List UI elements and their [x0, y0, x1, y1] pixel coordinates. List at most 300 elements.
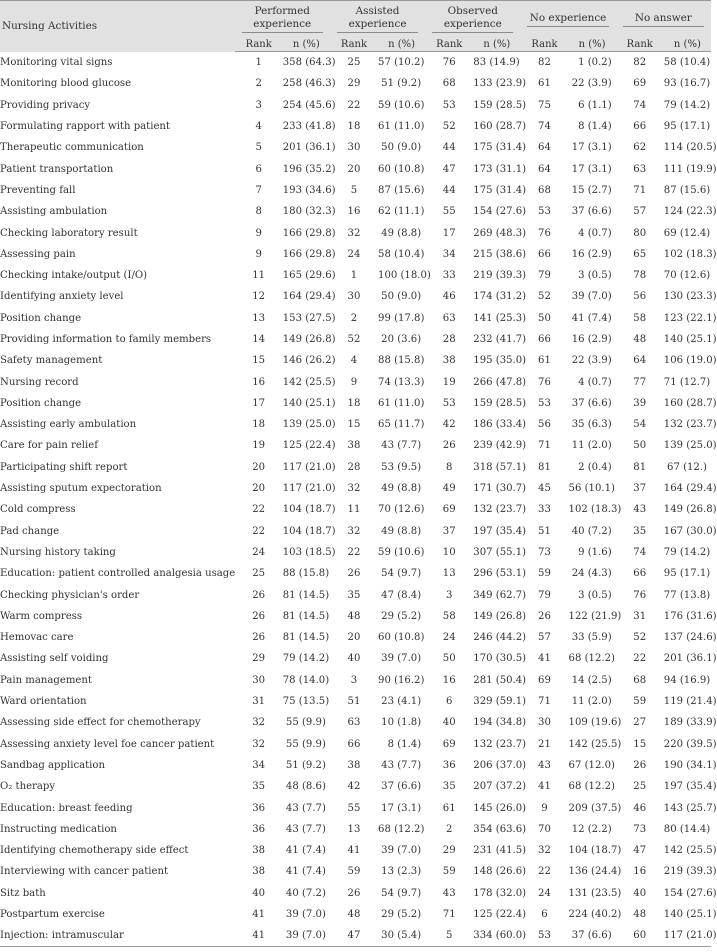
no-experience-rank: 53: [538, 397, 551, 409]
activity-name: Safety management: [0, 355, 103, 367]
table-row: [0, 627, 711, 648]
performed-rank: 38: [252, 866, 266, 878]
table-row: [0, 52, 711, 74]
observed-n: 186 (33.4): [473, 419, 527, 431]
assisted-rank: 18: [347, 397, 361, 409]
performed-rank: 3: [255, 99, 262, 111]
activity-name: Sitz bath: [0, 887, 46, 899]
assisted-n: 68 (12.2): [378, 823, 425, 835]
observed-rank: 33: [442, 270, 456, 282]
observed-rank: 42: [442, 419, 456, 431]
no-experience-rank: 64: [538, 142, 551, 154]
observed-rank: 53: [442, 99, 456, 111]
observed-n: 178 (32.0): [473, 887, 527, 899]
no-answer-rank: 40: [633, 887, 647, 899]
performed-rank: 16: [252, 376, 266, 388]
activity-name: Assisting ambulation: [0, 206, 108, 218]
assisted-n: 61 (11.0): [378, 397, 425, 409]
performed-rank: 1: [255, 57, 262, 69]
no-answer-n: 219 (39.3): [663, 866, 717, 878]
performed-n: 358 (64.3): [282, 57, 336, 69]
assisted-n: 90 (16.2): [378, 674, 425, 686]
no-experience-n: 24 (4.3): [571, 568, 612, 580]
performed-n: 140 (25.1): [282, 397, 336, 409]
observed-n: 246 (44.2): [473, 632, 527, 644]
performed-n: 88 (15.8): [282, 568, 330, 580]
no-experience-n: 16 (2.9): [571, 334, 612, 345]
no-experience-rank: 30: [538, 717, 551, 729]
no-experience-n: 209 (37.5): [568, 802, 622, 814]
table-row: [0, 350, 711, 371]
no-answer-n: 190 (34.1): [663, 759, 717, 771]
no-answer-n: 80 (14.4): [663, 823, 711, 835]
assisted-n: 60 (10.8): [378, 163, 425, 175]
assisted-n: 62 (11.1): [378, 206, 425, 218]
observed-n: 232 (41.7): [473, 334, 527, 345]
assisted-rank: 1: [350, 270, 358, 282]
observed-rank: 69: [442, 738, 456, 750]
no-experience-n: 224 (40.2): [568, 909, 622, 921]
no-answer-n: 58 (10.4): [663, 57, 711, 69]
no-experience-rank: 79: [538, 270, 551, 282]
no-answer-n: 111 (19.9): [663, 163, 717, 175]
no-experience-n: 22 (3.9): [571, 355, 612, 367]
no-experience-n: 2 (0.4): [578, 461, 612, 473]
activity-name: Ward orientation: [0, 696, 87, 708]
observed-n: 133 (23.9): [473, 78, 527, 90]
observed-n: 175 (31.4): [473, 142, 527, 154]
table-row: [0, 329, 711, 350]
table-row: [0, 414, 711, 435]
assisted-rank: 47: [330, 925, 378, 947]
no-experience-rank: 75: [538, 99, 551, 111]
no-experience-n: 4 (0.7): [578, 227, 612, 239]
no-experience-rank: 9: [541, 802, 548, 814]
observed-rank: 5: [425, 925, 473, 947]
performed-rank: 36: [252, 823, 266, 835]
observed-n: 148 (26.6): [473, 866, 527, 878]
performed-rank: 4: [255, 121, 262, 133]
observed-rank: 76: [442, 57, 456, 69]
no-answer-n: 140 (25.1): [663, 334, 717, 345]
no-answer-rank: 26: [633, 759, 647, 771]
no-answer-rank: 31: [633, 610, 647, 622]
no-experience-rank: 76: [538, 227, 551, 239]
no-experience-rank: 64: [538, 163, 551, 175]
assisted-rank: 51: [347, 696, 361, 708]
performed-n: 196 (35.2): [282, 163, 336, 175]
no-experience-n: 136 (24.4): [568, 866, 622, 878]
group-header-no-experience: [520, 1, 615, 38]
assisted-n: 65 (11.7): [378, 419, 425, 431]
assisted-n: 29 (5.2): [381, 909, 422, 921]
assisted-rank: 30: [347, 142, 361, 154]
table-row: [0, 137, 711, 158]
observed-n: 206 (37.0): [473, 759, 527, 771]
observed-rank: 68: [442, 78, 456, 90]
performed-n: 193 (34.6): [282, 184, 336, 196]
activity-name: Nursing history taking: [0, 546, 116, 558]
assisted-n: 59 (10.6): [378, 546, 425, 558]
table-row: [0, 606, 711, 627]
no-answer-n: 123 (22.1): [663, 312, 717, 324]
table-row: [0, 95, 711, 116]
activity-name: Instructing medication: [0, 823, 117, 835]
no-experience-rank: 26: [538, 610, 551, 622]
observed-n: 159 (28.5): [473, 99, 527, 111]
observed-rank: 34: [442, 248, 456, 260]
activity-name: Assessing pain: [0, 248, 76, 260]
performed-rank: 6: [255, 163, 262, 175]
assisted-rank: 20: [347, 163, 361, 175]
table-row: [0, 925, 711, 947]
table-row: [0, 201, 711, 222]
performed-rank: 17: [252, 397, 266, 409]
table-row: [0, 158, 711, 179]
observed-rank: 8: [446, 461, 453, 473]
observed-rank: 44: [442, 142, 456, 154]
activity-name: Warm compress: [0, 610, 83, 622]
no-experience-n: 142 (25.5): [568, 738, 622, 750]
activity-name: Monitoring vital signs: [0, 56, 113, 68]
no-answer-n: 160 (28.7): [663, 397, 717, 409]
no-experience-n: 41 (7.4): [571, 312, 612, 324]
assisted-rank: 26: [347, 887, 361, 899]
assisted-n: 20 (3.6): [381, 334, 422, 345]
table-row: [0, 670, 711, 691]
assisted-n: 61 (11.0): [378, 121, 425, 133]
observed-n: 195 (35.0): [473, 355, 527, 367]
no-answer-n: 119 (21.4): [663, 696, 717, 708]
table-row: [0, 222, 711, 243]
observed-rank: 35: [442, 781, 456, 793]
activity-name: Sandbag application: [0, 759, 105, 771]
observed-rank: 2: [446, 823, 453, 835]
performed-rank: 22: [252, 504, 266, 516]
performed-rank: 29: [252, 653, 266, 665]
performed-n: 41 (7.4): [285, 866, 326, 878]
no-experience-n: 37 (6.6): [571, 397, 612, 409]
no-answer-rank: 57: [633, 206, 647, 218]
observed-n: 207 (37.2): [473, 781, 527, 793]
performed-n: 254 (45.6): [282, 99, 336, 111]
table-row: [0, 542, 711, 563]
assisted-rank: 28: [347, 461, 361, 473]
observed-rank: 49: [442, 483, 456, 495]
n-pct-header: n (%): [569, 37, 616, 52]
no-experience-n: 102 (18.3): [568, 504, 622, 516]
table-row: [0, 648, 711, 669]
observed-n: 307 (55.1): [473, 546, 527, 558]
performed-n: 41 (7.4): [285, 845, 326, 857]
performed-rank: 24: [252, 546, 266, 558]
assisted-rank: 38: [347, 759, 361, 771]
activity-name: Interviewing with cancer patient: [0, 866, 169, 878]
no-answer-n: 139 (25.0): [663, 440, 717, 452]
no-answer-rank: 82: [633, 57, 647, 69]
no-answer-rank: 27: [633, 717, 647, 729]
assisted-n: 59 (10.6): [378, 99, 425, 111]
no-experience-rank: 45: [538, 483, 551, 495]
assisted-rank: 9: [350, 376, 358, 388]
group-header-no-answer: [616, 1, 711, 38]
no-answer-rank: 74: [633, 546, 647, 558]
observed-n: 154 (27.6): [473, 206, 527, 218]
assisted-rank: 38: [347, 440, 361, 452]
assisted-n: 23 (4.1): [381, 696, 422, 708]
group-header-label: Observed experience: [432, 5, 513, 33]
assisted-rank: 3: [350, 674, 358, 686]
performed-rank: 36: [252, 802, 266, 814]
performed-n: 149 (26.8): [282, 334, 336, 345]
observed-n: 215 (38.6): [473, 248, 527, 260]
table-row: [0, 499, 711, 520]
table-row: [0, 904, 711, 925]
assisted-n: 57 (10.2): [378, 57, 425, 69]
no-experience-n: 17 (3.1): [571, 163, 612, 175]
observed-n: 334 (60.0): [473, 925, 520, 947]
performed-rank: 32: [252, 738, 266, 750]
no-answer-n: 201 (36.1): [663, 653, 717, 665]
activity-name: O₂ therapy: [0, 781, 56, 793]
no-answer-rank: 60: [616, 925, 664, 947]
table-row: [0, 691, 711, 712]
group-header-observed: [425, 1, 520, 38]
no-experience-n: 39 (7.0): [571, 291, 612, 303]
no-answer-n: 93 (16.7): [663, 78, 711, 90]
no-experience-rank: 24: [538, 887, 551, 899]
table-body: [0, 52, 717, 947]
performed-n: 81 (14.5): [282, 632, 330, 644]
no-experience-n: 11 (2.0): [571, 440, 612, 452]
no-experience-rank: 53: [520, 925, 568, 947]
performed-n: 166 (29.8): [282, 227, 336, 239]
observed-rank: 28: [442, 334, 456, 345]
activity-name: Checking laboratory result: [0, 227, 138, 239]
no-experience-n: 14 (2.5): [571, 674, 612, 686]
performed-rank: 11: [252, 270, 266, 282]
performed-rank: 26: [252, 589, 266, 601]
table-header: [0, 1, 711, 52]
performed-n: 125 (22.4): [282, 440, 336, 452]
observed-n: 125 (22.4): [473, 909, 527, 921]
observed-rank: 44: [442, 184, 456, 196]
no-experience-n: 56 (10.1): [568, 483, 615, 495]
no-experience-n: 11 (2.0): [571, 696, 612, 708]
no-answer-rank: 54: [633, 419, 647, 431]
observed-rank: 55: [442, 206, 456, 218]
assisted-rank: 29: [347, 78, 361, 90]
no-answer-n: 87 (15.6): [663, 184, 711, 196]
performed-rank: 9: [255, 248, 262, 260]
activity-name: Participating shift report: [0, 461, 128, 473]
activity-name: Pain management: [0, 674, 92, 686]
performed-rank: 31: [252, 696, 266, 708]
observed-n: 175 (31.4): [473, 184, 527, 196]
observed-n: 219 (39.3): [473, 270, 527, 282]
observed-n: 349 (62.7): [473, 589, 527, 601]
no-experience-rank: 69: [538, 674, 551, 686]
performed-n: 165 (29.6): [282, 270, 336, 282]
performed-rank: 14: [252, 334, 266, 345]
observed-rank: 3: [446, 589, 453, 601]
assisted-rank: 22: [347, 99, 361, 111]
observed-n: 269 (48.3): [473, 227, 527, 239]
performed-rank: 35: [252, 781, 266, 793]
no-answer-n: 77 (13.8): [663, 589, 711, 601]
table-row: [0, 180, 711, 201]
observed-n: 171 (30.7): [473, 483, 527, 495]
activity-name: Assessing anxiety level foe cancer patient: [0, 738, 215, 750]
performed-rank: 41: [252, 909, 266, 921]
assisted-rank: 55: [347, 802, 361, 814]
activity-name: Assessing side effect for chemotherapy: [0, 717, 201, 729]
activity-name: Injection: intramuscular: [0, 925, 235, 947]
assisted-n: 88 (15.8): [378, 355, 425, 367]
no-experience-n: 68 (12.2): [568, 781, 615, 793]
table-row: [0, 478, 711, 499]
no-experience-n: 33 (5.9): [571, 632, 612, 644]
no-experience-rank: 66: [538, 248, 551, 260]
no-experience-n: 3 (0.5): [578, 589, 612, 601]
no-experience-n: 16 (2.9): [571, 248, 612, 260]
table-row: [0, 861, 711, 882]
activity-name: Assisting early ambulation: [0, 419, 137, 431]
no-experience-n: 104 (18.7): [568, 845, 622, 857]
assisted-n: 10 (1.8): [381, 717, 422, 729]
performed-rank: 26: [252, 632, 266, 644]
no-answer-rank: 35: [633, 525, 647, 537]
table-row: [0, 734, 711, 755]
performed-n: 75 (13.5): [282, 696, 330, 708]
assisted-rank: 24: [347, 248, 361, 260]
observed-rank: 43: [442, 887, 456, 899]
performed-n: 139 (25.0): [282, 419, 336, 431]
activity-name: Position change: [0, 397, 82, 409]
table-row: [0, 308, 711, 329]
no-experience-rank: 70: [538, 823, 551, 835]
no-answer-n: 79 (14.2): [663, 546, 711, 558]
assisted-n: 47 (8.4): [381, 589, 422, 601]
observed-rank: 50: [442, 653, 456, 665]
assisted-rank: 66: [347, 738, 361, 750]
no-answer-n: 71 (12.7): [663, 376, 711, 388]
table-row: [0, 797, 711, 818]
n-pct-header: n (%): [283, 37, 330, 52]
no-answer-rank: 69: [633, 78, 647, 90]
no-answer-n: 197 (35.4): [663, 781, 717, 793]
n-pct-header: n (%): [378, 37, 425, 52]
no-answer-rank: 58: [633, 312, 647, 324]
activity-name: Checking physician's order: [0, 589, 140, 601]
no-experience-rank: 41: [538, 781, 551, 793]
assisted-n: 53 (9.5): [381, 461, 422, 473]
no-experience-n: 1 (0.2): [578, 57, 612, 69]
no-answer-n: 143 (25.7): [663, 802, 717, 814]
no-experience-n: 40 (7.2): [571, 525, 612, 537]
assisted-rank: 2: [350, 312, 358, 324]
assisted-rank: 59: [347, 866, 361, 878]
activity-name: Postpartum exercise: [0, 909, 105, 921]
no-answer-n: 67 (12.): [667, 461, 707, 473]
assisted-rank: 52: [347, 334, 361, 345]
table-row: [0, 883, 711, 904]
performed-n: 180 (32.3): [282, 206, 336, 218]
observed-n: 132 (23.7): [473, 738, 527, 750]
no-answer-n: 95 (17.1): [663, 568, 711, 580]
performed-n: 39 (7.0): [283, 925, 330, 947]
table-row: [0, 457, 711, 478]
no-answer-rank: 43: [633, 504, 647, 516]
assisted-rank: 26: [347, 568, 361, 580]
observed-n: 266 (47.8): [473, 376, 527, 388]
performed-rank: 32: [252, 717, 266, 729]
performed-rank: 25: [252, 568, 266, 580]
no-experience-rank: 59: [538, 568, 551, 580]
no-answer-rank: 47: [633, 845, 647, 857]
assisted-rank: 20: [347, 632, 361, 644]
activity-name: Monitoring blood glucose: [0, 78, 132, 90]
no-answer-rank: 50: [633, 440, 647, 452]
performed-n: 39 (7.0): [285, 909, 326, 921]
performed-n: 103 (18.5): [282, 546, 336, 558]
no-experience-rank: 53: [538, 206, 551, 218]
activity-name: Education: breast feeding: [0, 802, 133, 814]
observed-n: 174 (31.2): [473, 291, 527, 303]
assisted-rank: 4: [350, 355, 358, 367]
table-row: [0, 819, 711, 840]
assisted-rank: 11: [347, 504, 361, 516]
assisted-rank: 63: [347, 717, 361, 729]
assisted-n: 54 (9.7): [381, 887, 422, 899]
no-answer-n: 114 (20.5): [663, 142, 717, 154]
no-answer-rank: 66: [633, 121, 647, 133]
no-answer-n: 164 (29.4): [663, 483, 717, 495]
no-experience-rank: 33: [538, 504, 551, 516]
assisted-n: 51 (9.2): [381, 78, 422, 90]
observed-n: 132 (23.7): [473, 504, 527, 516]
no-answer-n: 220 (39.5): [663, 738, 717, 750]
no-experience-n: 6 (1.1): [578, 99, 612, 111]
observed-rank: 6: [446, 696, 453, 708]
observed-rank: 19: [442, 376, 456, 388]
performed-rank: 40: [252, 887, 266, 899]
n-pct-header: n (%): [473, 37, 520, 52]
no-answer-rank: 76: [633, 589, 647, 601]
observed-n: 160 (28.7): [473, 121, 527, 133]
n-pct-header: n (%): [664, 37, 711, 52]
activity-name: Providing information to family members: [0, 334, 212, 345]
no-experience-rank: 71: [538, 440, 551, 452]
table-row: [0, 840, 711, 861]
observed-rank: 29: [442, 845, 456, 857]
no-answer-n: 130 (23.3): [663, 291, 717, 303]
no-answer-rank: 48: [633, 909, 647, 921]
no-answer-rank: 80: [633, 227, 647, 239]
performed-rank: 18: [252, 419, 266, 431]
group-header-label: Performed experience: [242, 5, 323, 33]
assisted-n: 8 (1.4): [387, 738, 422, 750]
no-answer-rank: 62: [633, 142, 647, 154]
observed-rank: 58: [442, 610, 456, 622]
no-answer-rank: 64: [633, 355, 647, 367]
performed-rank: 19: [252, 440, 266, 452]
no-experience-n: 35 (6.3): [571, 419, 612, 431]
performed-n: 43 (7.7): [285, 823, 326, 835]
no-answer-rank: 74: [633, 99, 647, 111]
rank-header: Rank: [330, 37, 378, 52]
no-answer-n: 167 (30.0): [663, 525, 717, 537]
